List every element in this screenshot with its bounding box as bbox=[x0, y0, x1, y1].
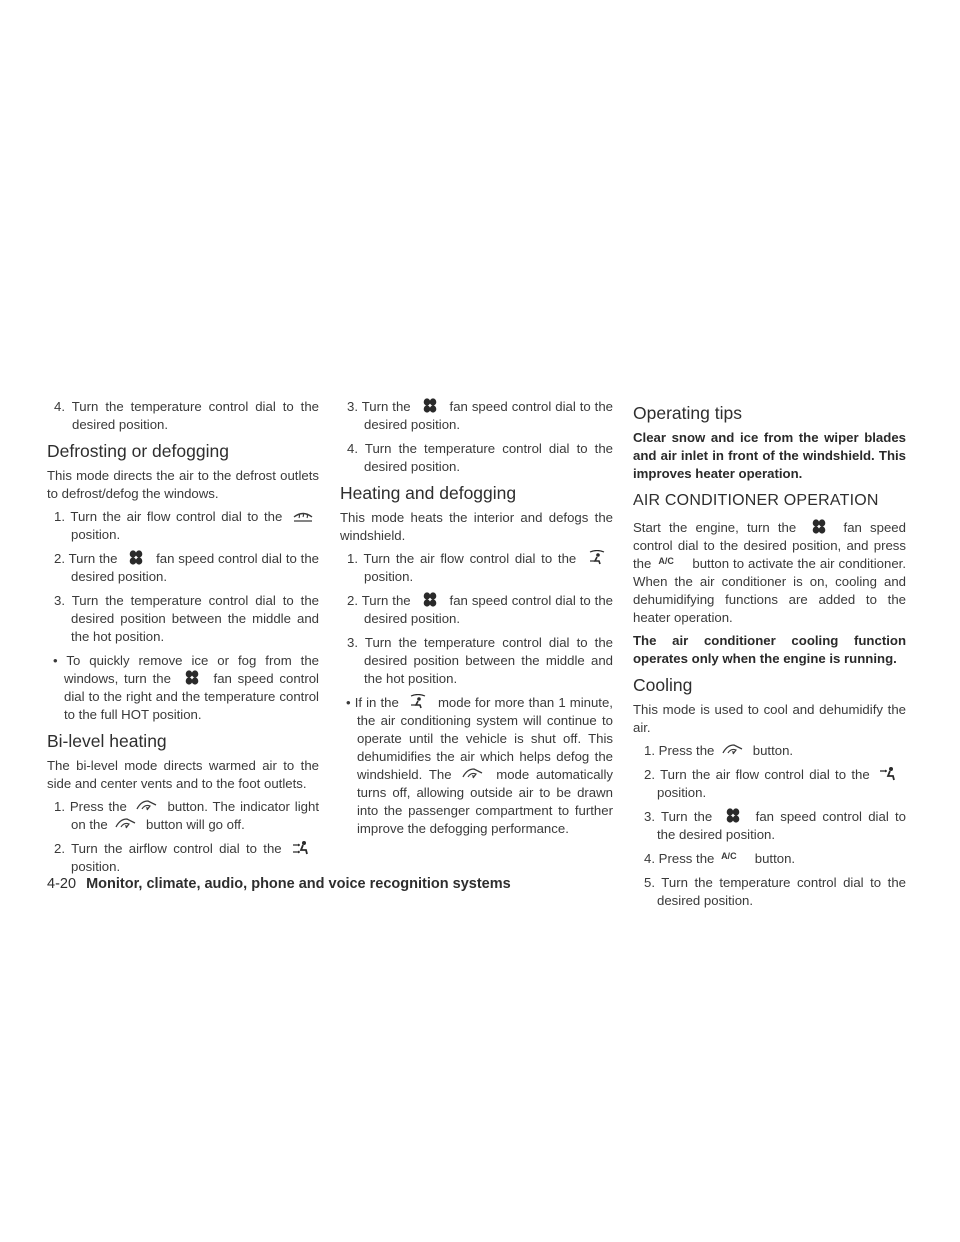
tips-bold: Clear snow and ice from the wiper blades and air inlet in front of the windshield. This improves heater operation. bbox=[633, 430, 906, 481]
heading-operating-tips: Operating tips bbox=[633, 403, 742, 423]
cooling-step-1: 1. Press the button. bbox=[644, 743, 794, 758]
heading-defrosting: Defrosting or defogging bbox=[47, 441, 229, 461]
step-4: 4. Turn the temperature control dial to the desired position. bbox=[347, 441, 613, 474]
recirculation-icon bbox=[461, 766, 485, 781]
heading-cooling: Cooling bbox=[633, 675, 693, 695]
heading-heating-defogging: Heating and defogging bbox=[340, 483, 517, 503]
heat-defog-icon bbox=[585, 550, 609, 565]
ac-paragraph: Start the engine, turn the fan speed control dial to the desired position, and press the A/C button to activate the air conditioner. When the air conditioner is on, cooling and dehumidifying functions are added to the heater operation. bbox=[633, 520, 906, 625]
fan-icon bbox=[418, 398, 442, 413]
recirculation-icon bbox=[114, 816, 138, 831]
column-1 bbox=[47, 398, 319, 882]
column-3 bbox=[633, 398, 906, 916]
defrost-step-1: 1. Turn the air flow control dial to the position. bbox=[47, 508, 319, 544]
bilevel-airflow-icon bbox=[291, 840, 315, 855]
step-3: 3. Turn the fan speed control dial to the desired position. bbox=[347, 399, 613, 432]
bilevel-intro: The bi-level mode directs warmed air to the side and center vents and to the foot outlets. bbox=[47, 758, 319, 791]
chapter-title: Monitor, climate, audio, phone and voice recognition systems bbox=[86, 876, 511, 892]
defrost-step-3: 3. Turn the temperature control dial to the desired position between the middle and the hot position. bbox=[54, 593, 319, 644]
ac-bold: The air conditioner cooling function operates only when the engine is running. bbox=[633, 633, 906, 666]
bilevel-step-2: 2. Turn the airflow control dial to the position. bbox=[47, 840, 319, 876]
recirculation-icon bbox=[135, 798, 159, 813]
cooling-step-4: 4. Press the A/C button. bbox=[644, 851, 796, 866]
fan-icon bbox=[124, 550, 148, 565]
heatdefog-intro: This mode heats the interior and defogs the windshield. bbox=[340, 510, 613, 543]
recirculation-icon bbox=[721, 742, 745, 757]
bilevel-airflow-icon bbox=[878, 766, 902, 781]
ac-icon: A/C bbox=[721, 851, 737, 861]
heat-defog-icon bbox=[406, 694, 430, 709]
fan-icon bbox=[807, 519, 831, 534]
ac-icon: A/C bbox=[658, 556, 674, 566]
heatdefog-step-1: 1. Turn the air flow control dial to the position. bbox=[340, 550, 613, 586]
defrost-icon bbox=[291, 508, 315, 523]
defrost-step-2: 2. Turn the fan speed control dial to the desired position. bbox=[54, 551, 319, 584]
heatdefog-bullet: • If in the mode for more than 1 minute, the air conditioning system will continue to operate until the vehicle is shut off. This dehumidifies the air which helps defog the windshield. The mode automatically turns off, allowing outside air to be drawn into the passenger compartment to further improve the defogging performance. bbox=[346, 695, 613, 836]
heading-ac-operation: AIR CONDITIONER OPERATION bbox=[633, 492, 879, 509]
cooling-step-5: 5. Turn the temperature control dial to the desired position. bbox=[644, 875, 906, 908]
fan-icon bbox=[721, 808, 745, 823]
cooling-step-2: 2. Turn the air flow control dial to the position. bbox=[633, 766, 906, 802]
heatdefog-step-3: 3. Turn the temperature control dial to the desired position between the middle and the hot position. bbox=[347, 635, 613, 686]
fan-icon bbox=[418, 592, 442, 607]
cooling-step-3: 3. Turn the fan speed control dial to the desired position. bbox=[644, 809, 906, 842]
heatdefog-step-2: 2. Turn the fan speed control dial to the desired position. bbox=[347, 593, 613, 626]
page-footer bbox=[47, 876, 511, 892]
bilevel-step-1: 1. Press the button. The indicator light on the button will go off. bbox=[54, 799, 319, 832]
page-number: 4-20 bbox=[47, 876, 77, 892]
defrost-intro: This mode directs the air to the defrost outlets to defrost/defog the windows. bbox=[47, 468, 319, 501]
defrost-bullet: • To quickly remove ice or fog from the windows, turn the fan speed control dial to the right and the temperature control to the full HOT position. bbox=[53, 653, 319, 722]
cooling-intro: This mode is used to cool and dehumidify the air. bbox=[633, 702, 906, 735]
column-2 bbox=[340, 398, 613, 843]
fan-icon bbox=[180, 670, 204, 685]
step-4: 4. Turn the temperature control dial to the desired position. bbox=[54, 399, 319, 432]
heading-bilevel: Bi-level heating bbox=[47, 731, 167, 751]
